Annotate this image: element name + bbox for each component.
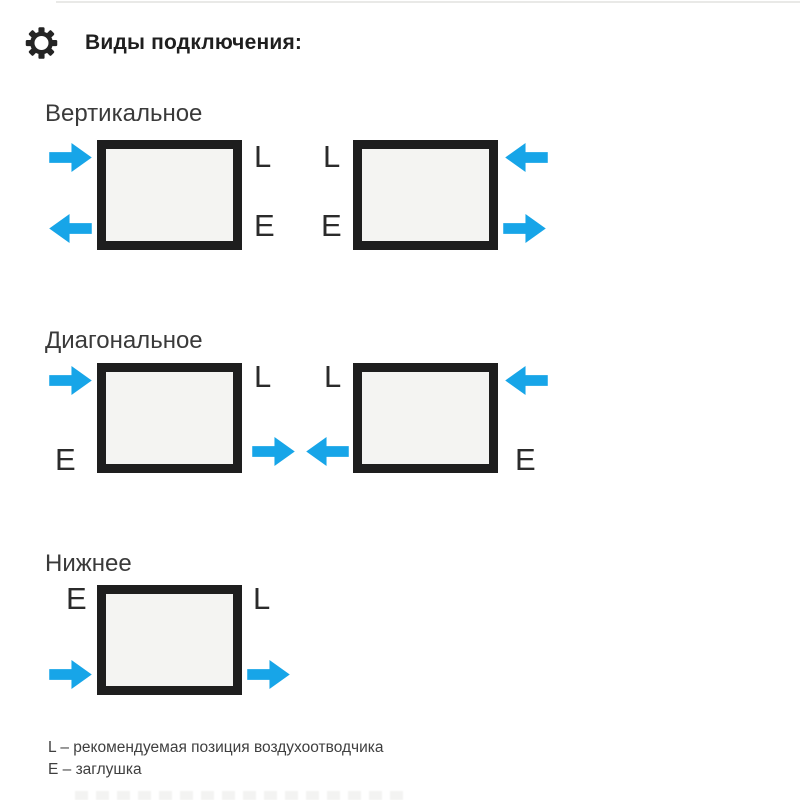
page-title: Виды подключения: <box>85 31 303 54</box>
plug-label: E <box>321 208 342 243</box>
plug-label: E <box>254 208 275 243</box>
outlet-arrow-right-icon <box>503 214 546 243</box>
air-vent-label: L <box>254 359 272 394</box>
top-divider <box>56 1 800 3</box>
legend-line-plug: E – заглушка <box>48 761 142 778</box>
legend-line-air-vent: L – рекомендуемая позиция воздухоотводчика <box>48 739 384 756</box>
radiator-box <box>97 140 242 250</box>
inlet-arrow-left-icon <box>505 143 548 172</box>
legend <box>48 737 384 781</box>
section-title-diagonal: Диагональное <box>45 327 203 354</box>
air-vent-label: L <box>324 359 342 394</box>
outlet-arrow-left-icon <box>306 437 349 466</box>
air-vent-label: L <box>254 139 272 174</box>
inlet-arrow-right-icon <box>49 660 92 689</box>
outlet-arrow-left-icon <box>49 214 92 243</box>
air-vent-label: L <box>323 139 341 174</box>
cropped-text-artifact <box>75 791 410 800</box>
plug-label: E <box>55 442 76 477</box>
radiator-box <box>97 363 242 473</box>
air-vent-label: L <box>253 581 271 616</box>
outlet-arrow-right-icon <box>252 437 295 466</box>
gear-icon <box>24 25 59 61</box>
radiator-box <box>97 585 242 695</box>
plug-label: E <box>515 442 536 477</box>
outlet-arrow-right-icon <box>247 660 290 689</box>
radiator-box <box>353 363 498 473</box>
inlet-arrow-right-icon <box>49 366 92 395</box>
section-title-vertical: Вертикальное <box>45 100 203 127</box>
radiator-box <box>353 140 498 250</box>
inlet-arrow-right-icon <box>49 143 92 172</box>
section-title-bottom: Нижнее <box>45 550 132 577</box>
plug-label: E <box>66 581 87 616</box>
inlet-arrow-left-icon <box>505 366 548 395</box>
